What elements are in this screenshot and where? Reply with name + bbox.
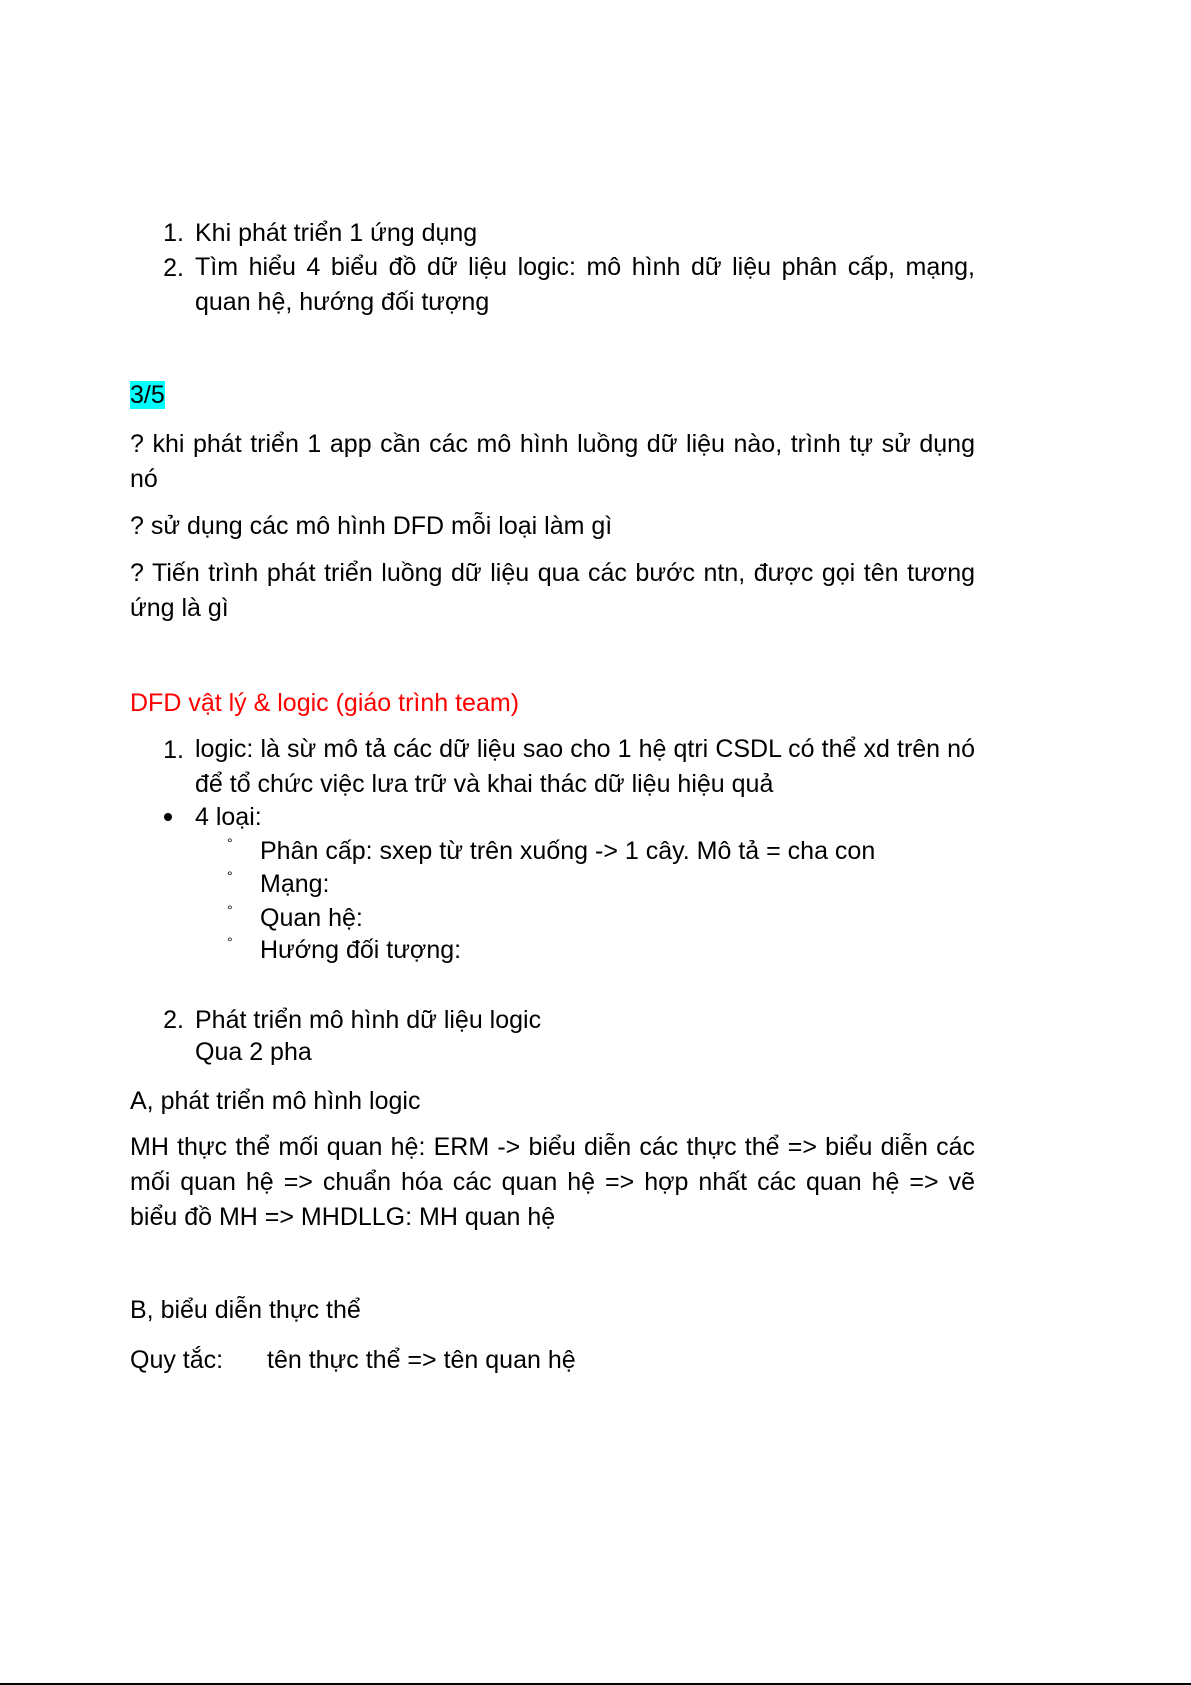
rule-text: tên thực thể => tên quan hệ [267, 1346, 576, 1374]
bullet-text: 4 loại: [195, 803, 262, 831]
list-item-text-line: quan hệ, hướng đối tượng [195, 288, 490, 316]
section-heading: DFD vật lý & logic (giáo trình team) [130, 689, 520, 717]
list-number: 1. [163, 736, 184, 764]
list-item-subtext: Qua 2 pha [195, 1038, 312, 1066]
date-label [130, 380, 165, 410]
list-number: 2. [163, 254, 184, 282]
bullet-dot [164, 813, 172, 821]
list-item-text: logic: là sừ mô tả các dữ liệu sao cho 1 hệ qtri CSDL có thể xd trên nó để tổ chức việc lưa trữ và khai thác dữ liệu hiệu quả [195, 735, 975, 798]
sub-bullet-marker: ° [227, 934, 233, 950]
question-text: ? sử dụng các mô hình DFD mỗi loại làm gì [130, 512, 613, 540]
sub-bullet-marker: ° [227, 835, 233, 851]
sub-bullet-marker: ° [227, 868, 233, 884]
list-item-text: Khi phát triển 1 ứng dụng [195, 219, 478, 247]
rule-label: Quy tắc: [130, 1346, 224, 1374]
list-number: 1. [163, 219, 184, 247]
sub-list-item: Quan hệ: [260, 904, 363, 932]
list-number: 2. [163, 1006, 184, 1034]
sub-bullet-marker: ° [227, 902, 233, 918]
part-a-body: MH thực thể mối quan hệ: ERM -> biểu diễn các thực thể => biểu diễn các mối quan hệ => chuẩn hóa các quan hệ => hợp nhất các quan hệ => vẽ biểu đồ MH => MHDLLG: MH quan hệ [130, 1133, 975, 1231]
part-b-heading: B, biểu diễn thực thể [130, 1296, 361, 1324]
part-a-heading: A, phát triển mô hình logic [130, 1087, 421, 1115]
sub-list-item: Hướng đối tượng: [260, 936, 462, 964]
list-item-text: Phát triển mô hình dữ liệu logic [195, 1006, 542, 1034]
date-highlight: 3/5 [130, 381, 165, 409]
list-item-text [195, 250, 975, 320]
question-text: ? Tiến trình phát triển luồng dữ liệu qua các bước ntn, được gọi tên tương ứng là gì [130, 559, 975, 622]
sub-list-item: Mạng: [260, 870, 330, 898]
question-text: ? khi phát triển 1 app cần các mô hình luồng dữ liệu nào, trình tự sử dụng nó [130, 430, 975, 493]
list-item-text-line: Tìm hiểu 4 biểu đồ dữ liệu logic: mô hình dữ liệu phân cấp, mạng, [195, 253, 975, 281]
sub-list-item: Phân cấp: sxep từ trên xuống -> 1 cây. Mô tả = cha con [260, 837, 876, 865]
